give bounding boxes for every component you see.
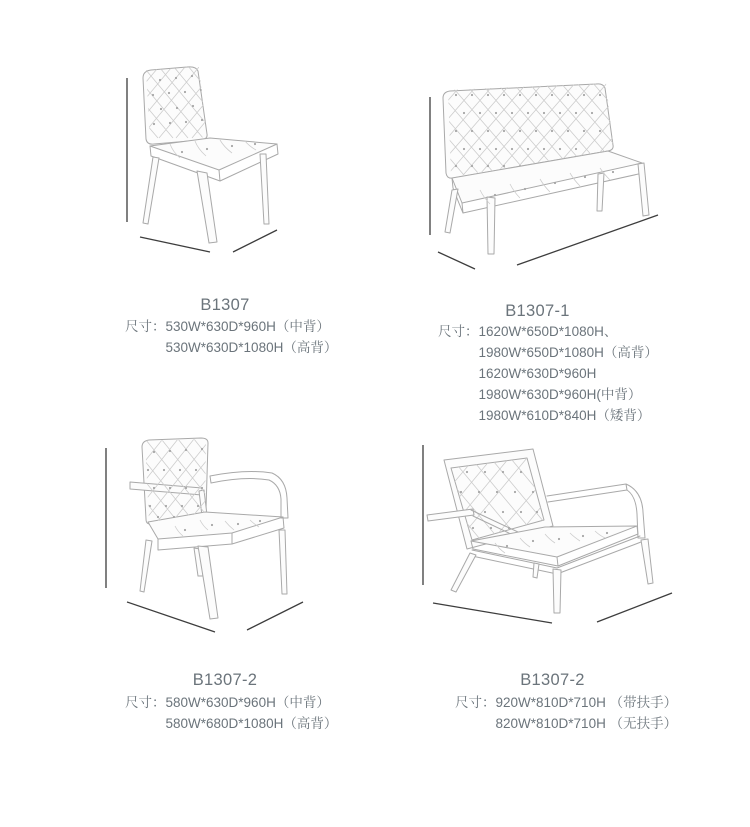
tufted-bench-sketch	[410, 60, 730, 290]
size-line: 1980W*650D*1080H（高背）	[478, 345, 658, 360]
lounge-chair-sketch	[415, 430, 725, 660]
size-label: 尺寸：	[438, 324, 479, 339]
product-code: B1307-2	[520, 671, 585, 689]
armchair-sketch	[90, 420, 330, 660]
size-label: 尺寸：	[125, 319, 166, 334]
size-lines	[496, 692, 678, 734]
product-figure-4	[415, 430, 725, 660]
size-line: 1980W*630D*960H(中背）	[478, 387, 642, 402]
size-line: 820W*810D*710H （无扶手）	[495, 716, 678, 731]
product-code: B1307-1	[505, 302, 570, 320]
size-line: 1620W*630D*960H	[478, 366, 597, 381]
size-line: 920W*810D*710H （带扶手）	[495, 695, 678, 710]
size-line: 530W*630D*1080H（高背）	[165, 340, 338, 355]
product-figure-3	[90, 420, 330, 660]
dining-chair-sketch	[100, 40, 320, 290]
size-label: 尺寸：	[125, 695, 166, 710]
size-lines	[166, 316, 338, 358]
size-line: 1620W*650D*1080H、	[478, 324, 618, 339]
product-code: B1307	[200, 296, 250, 314]
size-line: 580W*680D*1080H（高背）	[165, 716, 338, 731]
size-line: 580W*630D*960H（中背）	[165, 695, 330, 710]
product-code: B1307-2	[192, 671, 258, 689]
size-line: 1980W*610D*840H（矮背）	[478, 408, 651, 423]
size-label: 尺寸：	[455, 695, 496, 710]
product-figure-1	[100, 40, 320, 290]
product-specs	[438, 321, 658, 426]
size-lines	[166, 692, 338, 734]
product-figure-2	[410, 60, 730, 290]
product-specs	[125, 316, 337, 358]
size-lines	[479, 321, 658, 426]
armchair-outline	[130, 438, 288, 619]
product-specs	[455, 692, 677, 734]
product-specs	[125, 692, 337, 734]
size-line: 530W*630D*960H（中背）	[165, 319, 330, 334]
